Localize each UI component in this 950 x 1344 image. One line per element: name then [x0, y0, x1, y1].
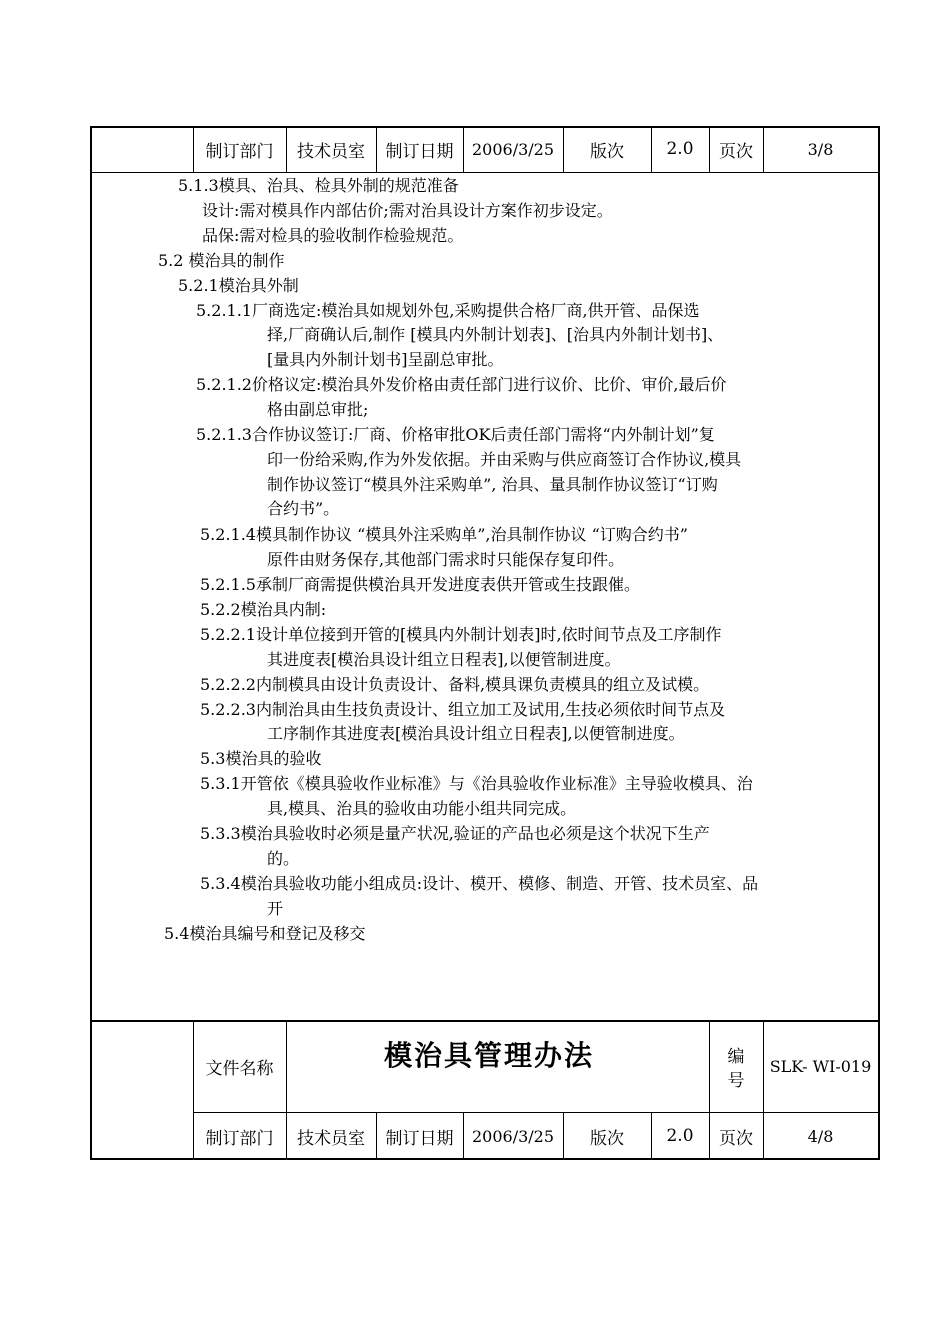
border-left: [90, 126, 92, 1160]
body-line: 5.1.3模具、治具、检具外制的规范准备: [178, 176, 459, 195]
header-dept-value: 技术员室: [297, 141, 365, 162]
body-line: 5.2 模治具的制作: [158, 251, 285, 270]
body-line: 5.2.1.5承制厂商需提供模治具开发进度表供开管或生技跟催。: [200, 575, 640, 594]
body-line: 设计:需对模具作内部估价;需对治具设计方案作初步设定。: [202, 201, 613, 220]
body-line: 5.4模治具编号和登记及移交: [164, 924, 366, 943]
footer-code-label-2: 号: [727, 1070, 745, 1091]
header-bottom-line: [90, 172, 880, 173]
footer-date-value: 2006/3/25: [471, 1126, 555, 1146]
body-line: 择,厂商确认后,制作 [模具内外制计划表]、[治具内外制计划书]、: [267, 325, 724, 344]
header-page-value: 3/8: [807, 139, 834, 159]
footer-page-value: 4/8: [807, 1126, 834, 1146]
document-frame: [90, 126, 880, 1160]
body-line: 具,模具、治具的验收由功能小组共同完成。: [267, 799, 577, 818]
header-date-label: 制订日期: [385, 141, 454, 162]
body-line: 5.2.1.1厂商选定:模治具如规划外包,采购提供合格厂商,供开管、品保选: [196, 301, 700, 320]
body-line: 其进度表[模治具设计组立日程表],以便管制进度。: [267, 650, 621, 669]
body-line: 格由副总审批;: [267, 400, 369, 419]
footer-doc-name-label: 文件名称: [205, 1058, 274, 1079]
footer-code-value: SLK- WI-019: [769, 1056, 872, 1076]
header-date-value: 2006/3/25: [471, 139, 555, 159]
body-line: 的。: [267, 849, 300, 868]
body-line: 印一份给采购,作为外发依据。并由采购与供应商签订合作协议,模具: [267, 450, 742, 469]
body-line: [量具内外制计划书]呈副总审批。: [267, 350, 504, 369]
footer-page-label: 页次: [719, 1128, 753, 1149]
body-line: 5.2.1模治具外制: [178, 276, 299, 295]
body-line: 合约书”。: [267, 499, 340, 518]
body-line: 5.2.2.3内制治具由生技负责设计、组立加工及试用,生技必须依时间节点及: [200, 700, 726, 719]
body-line: 5.3.3模治具验收时必须是量产状况,验证的产品也必须是这个状况下生产: [200, 824, 710, 843]
footer-version-value: 2.0: [666, 1126, 694, 1146]
body-line: 5.2.1.3合作协议签订:厂商、价格审批OK后责任部门需将“内外制计划”复: [196, 425, 715, 444]
footer-date-label: 制订日期: [385, 1128, 454, 1149]
header-dept-label: 制订部门: [205, 141, 274, 162]
footer-code-label-1: 编: [727, 1046, 745, 1067]
body-line: 5.3模治具的验收: [200, 749, 322, 768]
body-line: 5.2.1.2价格议定:模治具外发价格由责任部门进行议价、比价、审价,最后价: [196, 375, 727, 394]
border-right: [878, 126, 880, 1160]
header-version-value: 2.0: [666, 139, 694, 159]
body-line: 开: [267, 899, 284, 918]
footer-version-label: 版次: [590, 1128, 624, 1149]
body-line: 5.3.4模治具验收功能小组成员:设计、模开、模修、制造、开管、技术员室、品: [200, 874, 759, 893]
body-line: 5.2.1.4模具制作协议 “模具外注采购单”,治具制作协议 “订购合约书”: [200, 525, 688, 544]
body-line: 原件由财务保存,其他部门需求时只能保存复印件。: [267, 550, 625, 569]
footer-dept-label: 制订部门: [205, 1128, 274, 1149]
header-version-label: 版次: [590, 141, 624, 162]
document-title: 模治具管理办法: [384, 1039, 595, 1072]
body-line: 5.2.2.1设计单位接到开管的[模具内外制计划表]时,依时间节点及工序制作: [200, 625, 722, 644]
body-line: 制作协议签订“模具外注采购单”, 治具、量具制作协议签订“订购: [267, 475, 718, 494]
body-line: 工序制作其进度表[模治具设计组立日程表],以便管制进度。: [267, 724, 685, 743]
body-line: 品保:需对检具的验收制作检验规范。: [202, 226, 464, 245]
body-line: 5.3.1开管依《模具验收作业标准》与《治具验收作业标准》主导验收模具、治: [200, 774, 753, 793]
footer-dept-value: 技术员室: [297, 1128, 365, 1149]
header-page-label: 页次: [719, 141, 753, 162]
body-line: 5.2.2.2内制模具由设计负责设计、备料,模具课负责模具的组立及试模。: [200, 675, 710, 694]
body-line: 5.2.2模治具内制:: [200, 600, 327, 619]
